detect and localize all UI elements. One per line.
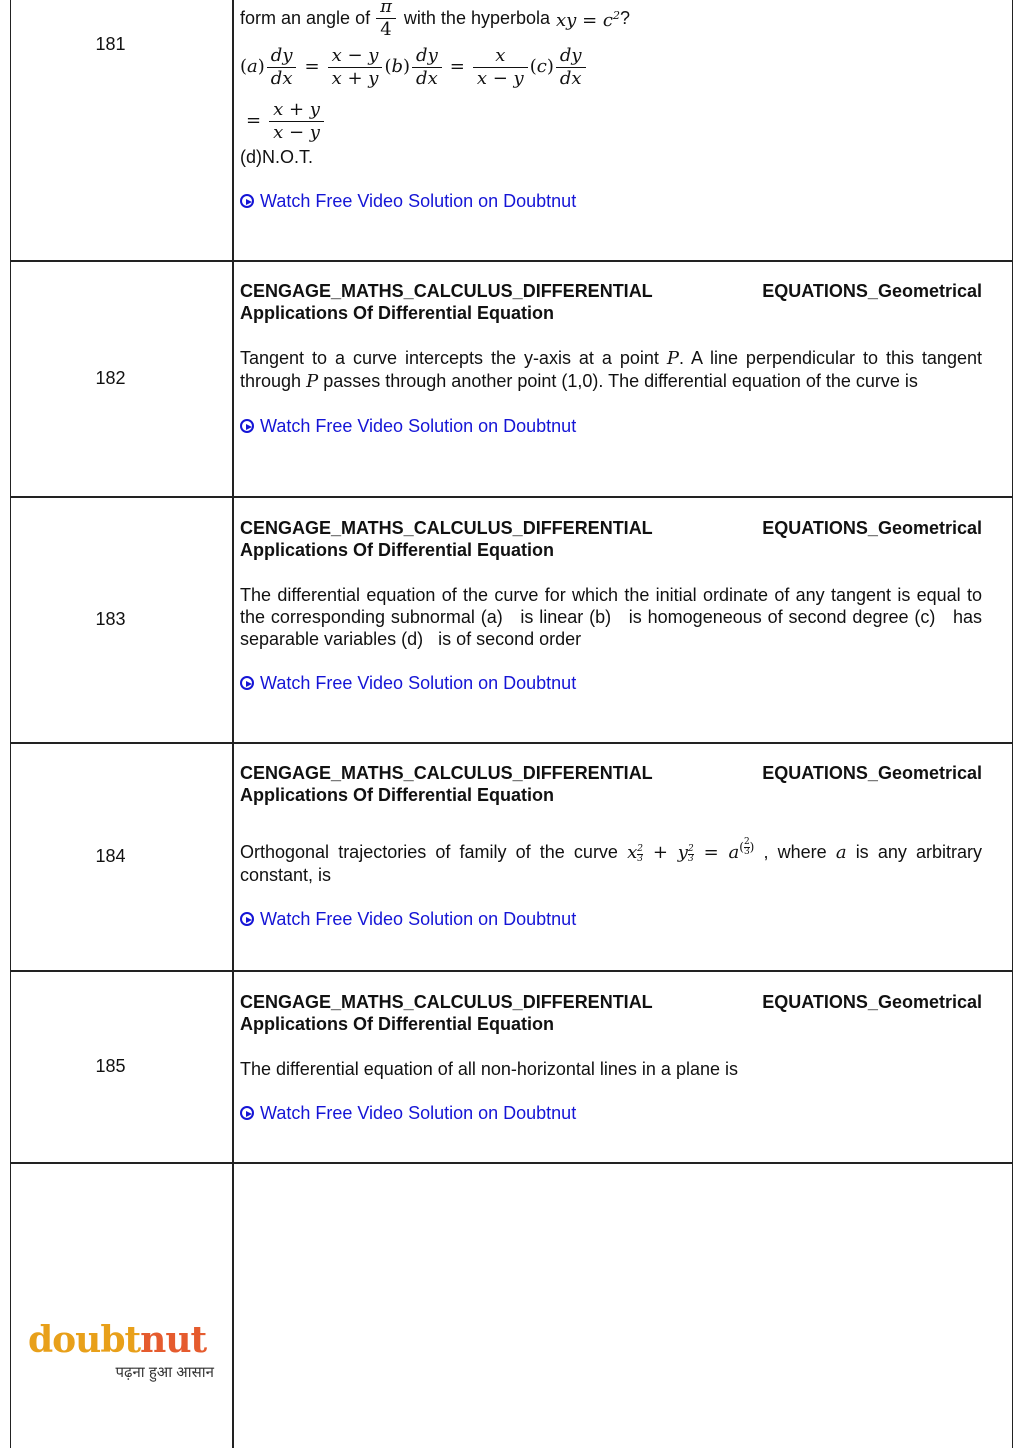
watch-video-label: Watch Free Video Solution on Doubtnut bbox=[260, 1103, 577, 1123]
watch-video-label: Watch Free Video Solution on Doubtnut bbox=[260, 909, 577, 929]
question-text: The differential equation of the curve for which the initial ordinate of any tangent is equal to the corresponding subnormal (a) is linear (b) is homogeneous of second degree (c) has separable variables (d) is of second order bbox=[240, 585, 988, 649]
play-circle-icon bbox=[240, 419, 254, 433]
options-line bbox=[240, 38, 982, 96]
row-divider bbox=[11, 260, 1012, 262]
math-expression: x $\frac{2}{3}$ + y $\frac{2}{3}$ = $a^{( \frac{2}{3} )}$ bbox=[627, 837, 755, 864]
chapter-heading bbox=[240, 517, 982, 539]
question-mark: ? bbox=[619, 8, 630, 28]
watch-video-label: Watch Free Video Solution on Doubtnut bbox=[260, 191, 577, 211]
chapter-heading-left: CENGAGE_MATHS_CALCULUS_DIFFERENTIAL bbox=[240, 281, 653, 301]
option-label: (c) bbox=[529, 56, 554, 77]
question-text: Orthogonal trajectories of family of the curve bbox=[240, 842, 618, 862]
chapter-heading-left: CENGAGE_MATHS_CALCULUS_DIFFERENTIAL bbox=[240, 992, 653, 1012]
math-symbol: P bbox=[666, 348, 679, 369]
chapter-heading-right: EQUATIONS_Geometrical bbox=[762, 763, 982, 783]
column-divider bbox=[232, 0, 234, 1448]
logo-text-nut: nut bbox=[140, 1319, 207, 1361]
option-d: (d)N.O.T. bbox=[240, 147, 314, 167]
chapter-heading-right: EQUATIONS_Geometrical bbox=[762, 992, 982, 1012]
row-divider bbox=[11, 1162, 1012, 1164]
question-table bbox=[10, 0, 1013, 1448]
math-fraction: $\frac{x + y}{x - y}$ bbox=[269, 99, 324, 144]
question-text: form an angle of bbox=[240, 8, 371, 28]
chapter-heading-right: EQUATIONS_Geometrical bbox=[762, 281, 982, 301]
math-expression: xy = $c^2$ bbox=[556, 8, 620, 31]
question-number: 185 bbox=[95, 1056, 126, 1076]
row-divider bbox=[11, 742, 1012, 744]
chapter-heading-left: CENGAGE_MATHS_CALCULUS_DIFFERENTIAL bbox=[240, 763, 653, 783]
math-equals: = bbox=[304, 56, 320, 77]
option-label: (a) bbox=[240, 56, 265, 77]
watch-video-link[interactable] bbox=[240, 190, 982, 212]
question-number: 182 bbox=[95, 368, 126, 388]
chapter-subheading: Applications Of Differential Equation bbox=[240, 303, 555, 323]
question-text: is any arbitrary constant, is bbox=[240, 842, 982, 885]
watch-video-link[interactable] bbox=[240, 1102, 982, 1124]
chapter-heading bbox=[240, 991, 982, 1013]
question-text-block bbox=[240, 347, 982, 393]
math-symbol: a bbox=[835, 842, 847, 863]
logo-wordmark bbox=[28, 1320, 218, 1360]
question-185 bbox=[240, 991, 982, 1124]
math-fraction: $\frac{dy}{dx}$ bbox=[267, 45, 297, 90]
question-number: 181 bbox=[95, 34, 126, 54]
math-fraction: $\frac{x - y}{x + y}$ bbox=[328, 45, 383, 90]
watch-video-link[interactable] bbox=[240, 672, 982, 694]
math-symbol: P bbox=[306, 371, 319, 392]
math-equals: = bbox=[449, 56, 465, 77]
question-number: 183 bbox=[95, 609, 126, 629]
chapter-heading-right: EQUATIONS_Geometrical bbox=[762, 518, 982, 538]
chapter-heading bbox=[240, 280, 982, 302]
option-label: (b) bbox=[384, 56, 411, 77]
question-number: 184 bbox=[95, 846, 126, 866]
chapter-subheading: Applications Of Differential Equation bbox=[240, 1014, 555, 1034]
question-line bbox=[240, 0, 982, 40]
row-divider bbox=[11, 970, 1012, 972]
question-text: . A line perpendicular to this tangent through bbox=[240, 348, 982, 391]
math-fraction: $\frac{dy}{dx}$ bbox=[412, 45, 442, 90]
question-text: , where bbox=[763, 842, 827, 862]
question-184 bbox=[240, 762, 982, 930]
question-181 bbox=[240, 0, 982, 212]
logo-tagline: पढ़ना हुआ आसान bbox=[115, 1364, 214, 1381]
math-equals: = bbox=[246, 110, 262, 131]
row-divider bbox=[11, 496, 1012, 498]
math-fraction: $\frac{\pi}{4}$ bbox=[376, 0, 396, 41]
options-line-2 bbox=[240, 96, 982, 146]
doubtnut-logo bbox=[28, 1320, 218, 1382]
question-text: Tangent to a curve intercepts the y-axis at a point bbox=[240, 348, 659, 368]
question-text: passes through another point (1,0). The differential equation of the curve is bbox=[323, 371, 918, 391]
logo-text-doubt: doubt bbox=[28, 1319, 141, 1361]
chapter-heading bbox=[240, 762, 982, 784]
watch-video-link[interactable] bbox=[240, 415, 982, 437]
play-circle-icon bbox=[240, 676, 254, 690]
chapter-subheading: Applications Of Differential Equation bbox=[240, 540, 555, 560]
chapter-subheading: Applications Of Differential Equation bbox=[240, 785, 555, 805]
play-circle-icon bbox=[240, 912, 254, 926]
play-circle-icon bbox=[240, 194, 254, 208]
question-182 bbox=[240, 280, 982, 437]
chapter-heading-left: CENGAGE_MATHS_CALCULUS_DIFFERENTIAL bbox=[240, 518, 653, 538]
watch-video-label: Watch Free Video Solution on Doubtnut bbox=[260, 416, 577, 436]
watch-video-link[interactable] bbox=[240, 908, 982, 930]
math-fraction: $\frac{dy}{dx}$ bbox=[556, 45, 586, 90]
question-text: The differential equation of all non-horizontal lines in a plane is bbox=[240, 1059, 738, 1079]
math-fraction: $\frac{x}{x - y}$ bbox=[473, 45, 528, 90]
watch-video-label: Watch Free Video Solution on Doubtnut bbox=[260, 673, 577, 693]
question-text: with the hyperbola bbox=[403, 8, 551, 28]
play-circle-icon bbox=[240, 1106, 254, 1120]
question-183 bbox=[240, 517, 988, 694]
question-text-block bbox=[240, 836, 982, 886]
